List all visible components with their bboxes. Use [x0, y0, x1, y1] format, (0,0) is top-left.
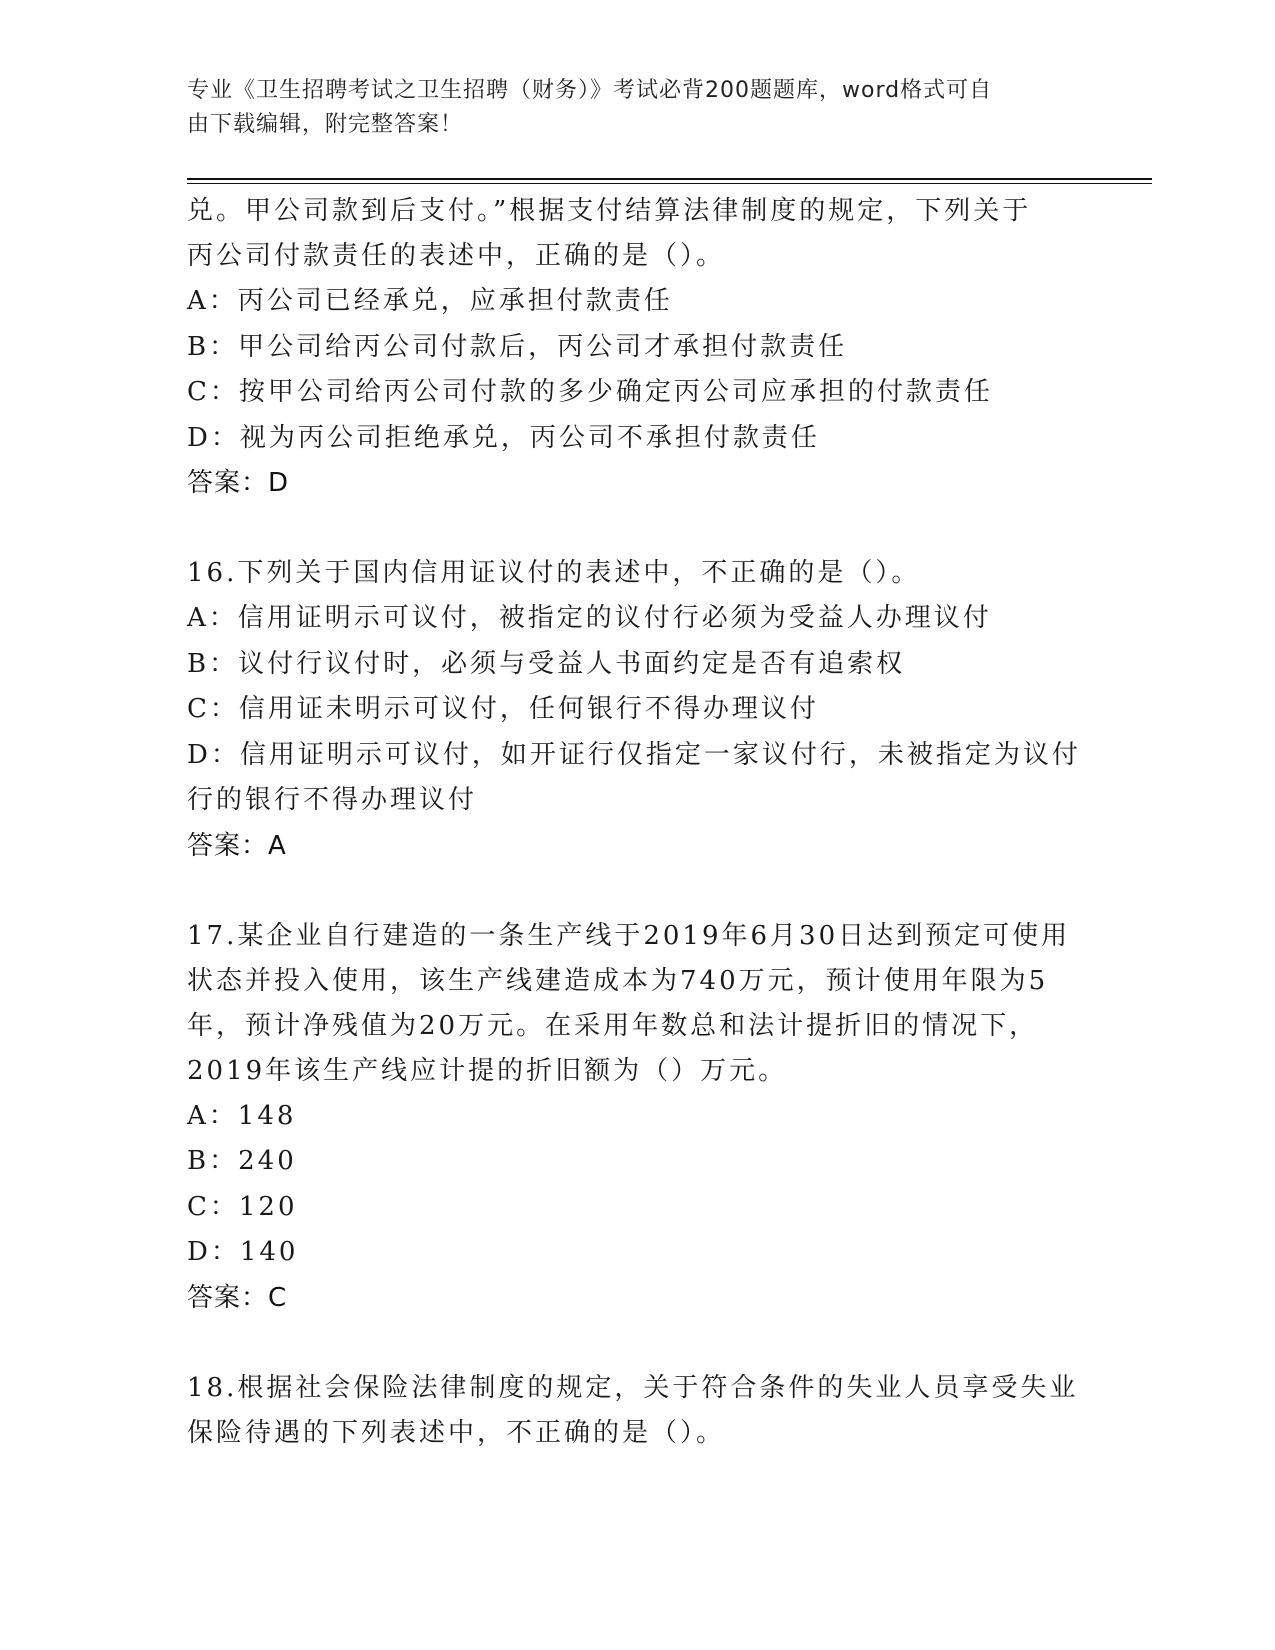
question-stem-line: 兑。甲公司款到后支付。”根据支付结算法律制度的规定，下列关于: [187, 196, 1032, 226]
header-line-2: 由下载编辑，附完整答案！: [187, 112, 464, 137]
spacer: [187, 1321, 1087, 1366]
header-divider-thin: [187, 183, 1152, 184]
question-stem-line: 18.根据社会保险法律制度的规定，关于符合条件的失业人员享受失业: [187, 1372, 1079, 1403]
question-block-16: [187, 551, 1087, 869]
answer-line: 答案：D: [187, 468, 290, 498]
question-stem-line: 保险待遇的下列表述中，不正确的是（）。: [187, 1417, 726, 1448]
answer-line: 答案：A: [187, 830, 287, 861]
question-block-18: [187, 1366, 1087, 1456]
header-divider-thick: [187, 178, 1152, 180]
question-stem-line: 状态并投入使用，该生产线建造成本为740万元，预计使用年限为5: [187, 965, 1049, 996]
question-block-15: [187, 189, 1087, 506]
header-line-1: 专业《卫生招聘考试之卫生招聘（财务）》考试必背200题题库，word格式可自: [187, 78, 993, 103]
question-stem-line: 17.某企业自行建造的一条生产线于2019年6月30日达到预定可使用: [187, 920, 1071, 951]
question-stem-line: 年，预计净残值为20万元。在采用年数总和法计提折旧的情况下，: [187, 1010, 1039, 1041]
option-a: A：信用证明示可议付，被指定的议付行必须为受益人办理议付: [187, 603, 992, 633]
question-stem-line: 16.下列关于国内信用证议付的表述中，不正确的是（）。: [187, 558, 921, 588]
document-header: [187, 74, 1067, 142]
option-c: C：信用证未明示可议付，任何银行不得办理议付: [187, 694, 819, 724]
option-d: D：信用证明示可议付，如开证行仅指定一家议付行，未被指定为议付: [187, 739, 1081, 770]
option-c: C：按甲公司给丙公司付款的多少确定丙公司应承担的付款责任: [187, 377, 993, 407]
spacer: [187, 506, 1087, 551]
option-b: B：240: [187, 1146, 297, 1176]
option-b: B：议付行议付时，必须与受益人书面约定是否有追索权: [187, 648, 906, 679]
question-stem-line: 丙公司付款责任的表述中，正确的是（）。: [187, 241, 726, 271]
option-d: D：视为丙公司拒绝承兑，丙公司不承担付款责任: [187, 422, 820, 453]
question-stem-line: 2019年该生产线应计提的折旧额为（）万元。: [187, 1055, 788, 1086]
answer-line: 答案：C: [187, 1282, 288, 1313]
option-c: C：120: [187, 1191, 298, 1222]
option-b: B：甲公司给丙公司付款后，丙公司才承担付款责任: [187, 331, 848, 362]
option-a: A：丙公司已经承兑，应承担付款责任: [187, 286, 673, 316]
option-d: D：140: [187, 1237, 299, 1267]
option-d-continued: 行的银行不得办理议付: [187, 785, 478, 815]
spacer: [187, 869, 1087, 914]
question-block-17: [187, 914, 1087, 1321]
option-a: A：148: [187, 1100, 297, 1131]
document-body: [187, 189, 1087, 1456]
